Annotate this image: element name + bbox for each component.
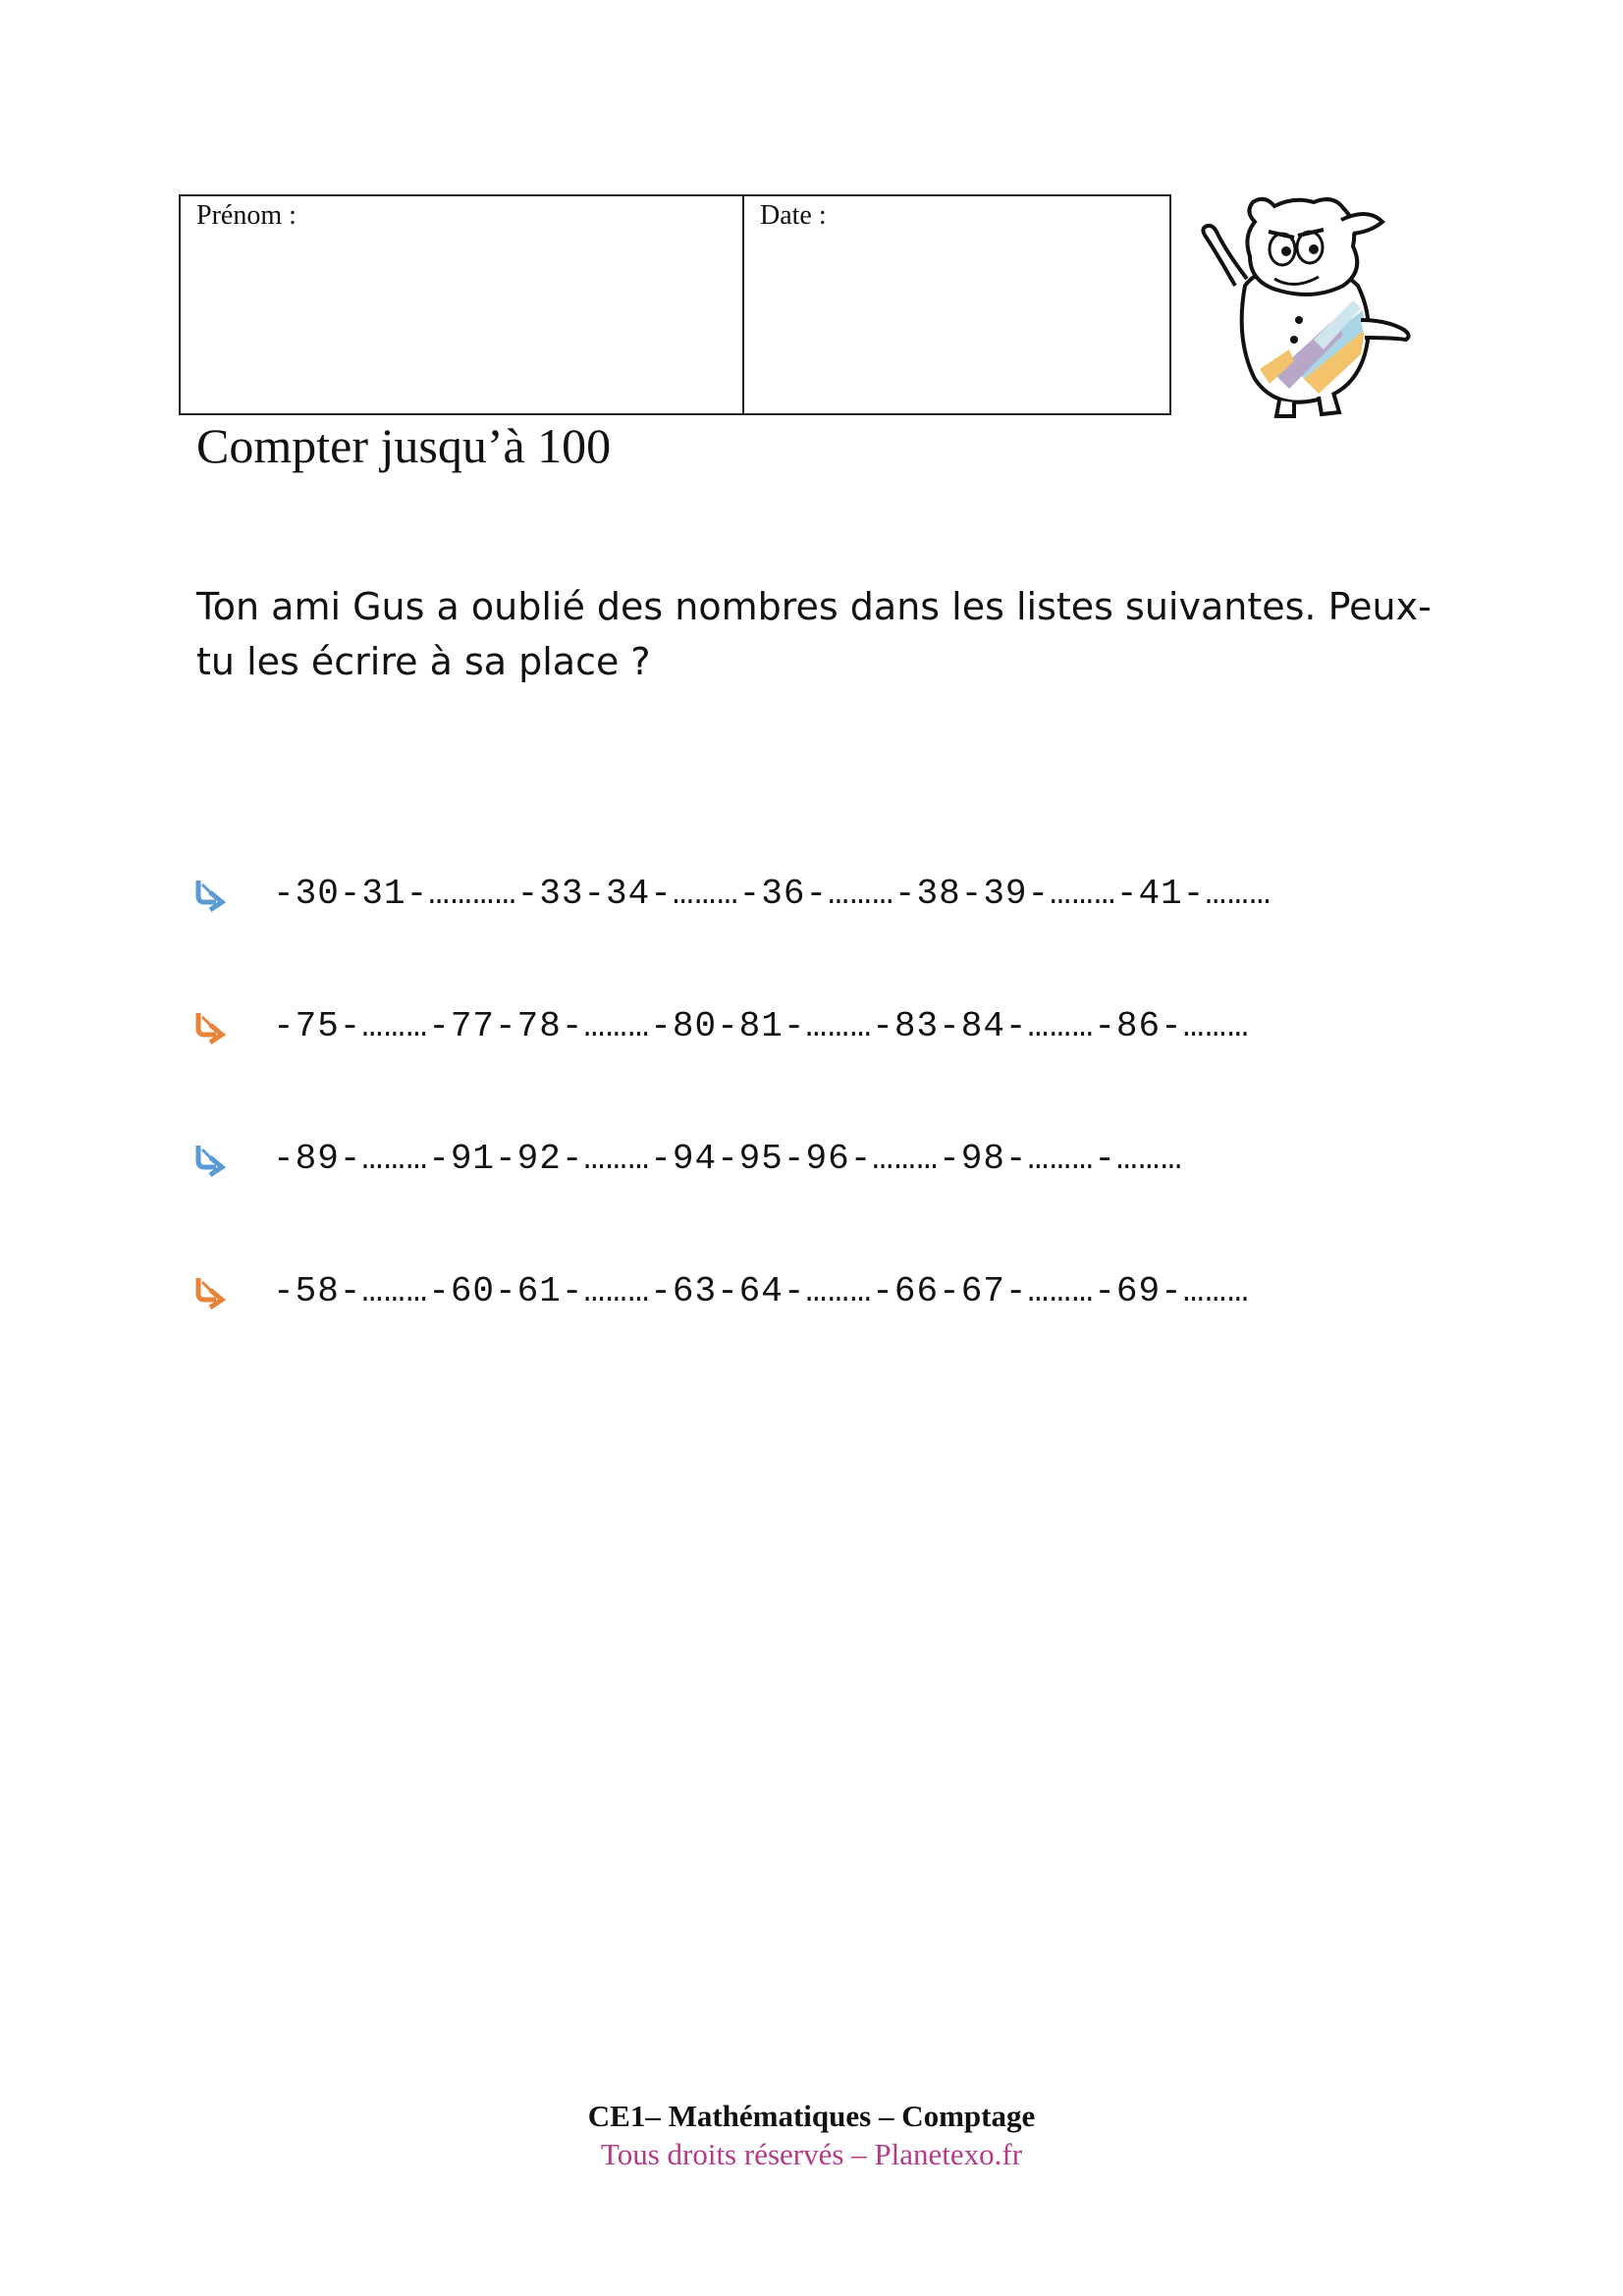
orange-arrow-icon [192, 1274, 228, 1309]
page-title: Compter jusqu’à 100 [196, 418, 612, 473]
sequence-row-4 [192, 1271, 1250, 1311]
student-info-table [179, 194, 1171, 415]
date-label: Date : [760, 200, 827, 231]
blue-arrow-icon [192, 1142, 228, 1177]
instructions-text: Ton ami Gus a oublié des nombres dans les listes suivantes. Peux-tu les écrire à sa place ? [196, 585, 1432, 683]
sequence-text[interactable]: -89-………-91-92-………-94-95-96-………-98-………-……… [273, 1139, 1183, 1179]
blue-arrow-icon [192, 877, 228, 912]
sequence-row-1 [192, 874, 1271, 914]
sheep-mascot-icon [1196, 192, 1417, 420]
sequence-row-3 [192, 1139, 1183, 1179]
name-field[interactable] [181, 196, 744, 413]
orange-arrow-icon [192, 1009, 228, 1044]
sequence-text[interactable]: -58-………-60-61-………-63-64-………-66-67-………-69-……… [273, 1271, 1250, 1311]
sequence-text[interactable]: -30-31-…………-33-34-………-36-………-38-39-………-41-……… [273, 874, 1272, 914]
footer-title: CE1– Mathématiques – Comptage [587, 2099, 1036, 2133]
sequence-text[interactable]: -75-………-77-78-………-80-81-………-83-84-………-86-……… [273, 1006, 1250, 1046]
date-field[interactable] [744, 196, 1169, 413]
name-label: Prénom : [196, 200, 297, 231]
sequence-row-2 [192, 1006, 1250, 1046]
footer-copyright-link[interactable]: Tous droits réservés – Planetexo.fr [600, 2137, 1023, 2171]
